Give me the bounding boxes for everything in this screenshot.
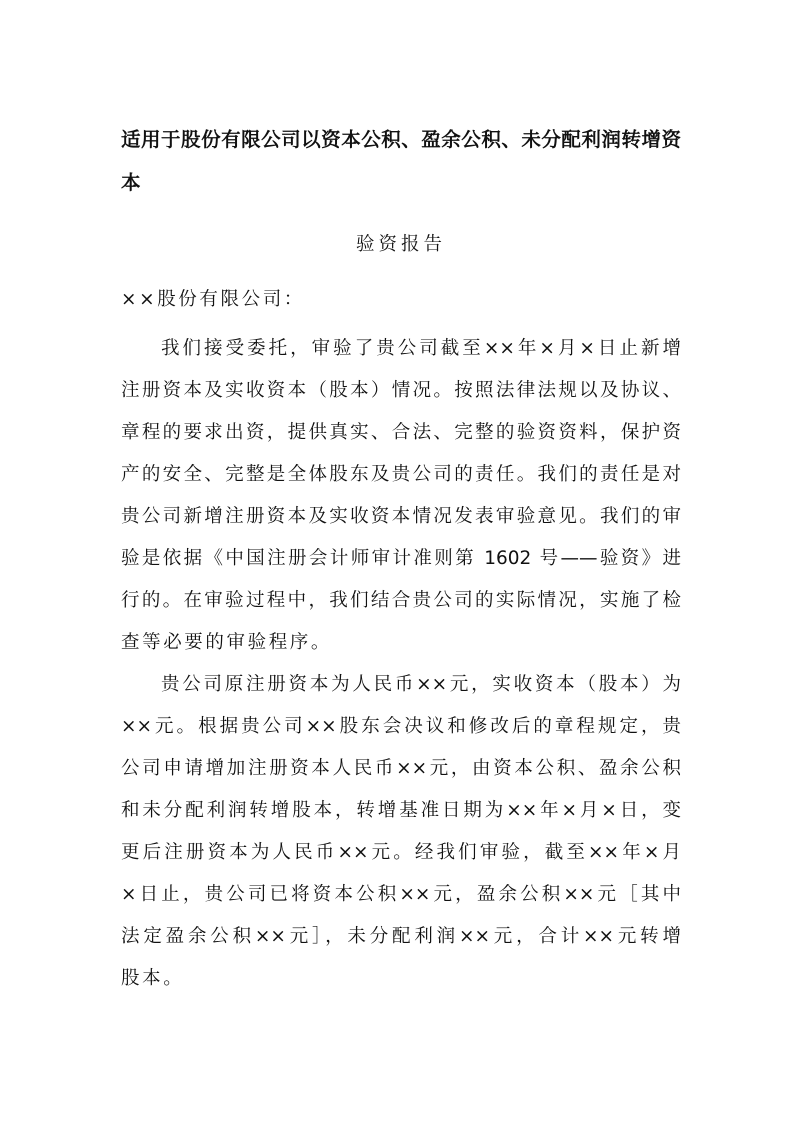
paragraph-line: 注册资本及实收资本（股本）情况。按照法律法规以及协议、 <box>121 380 681 401</box>
paragraph-line: 法定盈余公积××元］，未分配利润××元，合计××元转增 <box>121 926 681 947</box>
paragraph-line: 贵公司原注册资本为人民币××元，实收资本（股本）为 <box>161 674 681 695</box>
paragraph-line: ××元。根据贵公司××股东会决议和修改后的章程规定，贵 <box>121 716 681 737</box>
paragraph-line: 行的。在审验过程中，我们结合贵公司的实际情况，实施了检 <box>121 590 681 611</box>
paragraph-line: 贵公司新增注册资本及实收资本情况发表审验意见。我们的审 <box>121 506 681 527</box>
paragraph-line: ×日止，贵公司已将资本公积××元，盈余公积××元［其中 <box>121 884 681 905</box>
paragraph-line: 更后注册资本为人民币××元。经我们审验，截至××年×月 <box>121 842 681 863</box>
paragraph-line: 章程的要求出资，提供真实、合法、完整的验资资料，保护资 <box>121 422 681 443</box>
report-heading: 验资报告 <box>355 234 446 255</box>
paragraph-line: 股本。 <box>121 968 185 989</box>
paragraph-line: 公司申请增加注册资本人民币××元，由资本公积、盈余公积 <box>121 758 681 779</box>
paragraph-line: 查等必要的审验程序。 <box>121 632 333 653</box>
paragraph-line: 我们接受委托，审验了贵公司截至××年×月×日止新增 <box>161 338 681 359</box>
paragraph-line: 和未分配利润转增股本，转增基准日期为××年×月×日，变 <box>121 800 681 821</box>
document-title-line-1: 适用于股份有限公司以资本公积、盈余公积、未分配利润转增资 <box>121 128 681 151</box>
paragraph-line: 验是依据《中国注册会计师审计准则第 1602 号——验资》进 <box>121 548 681 569</box>
document-title-line-2: 本 <box>121 171 141 194</box>
paragraph-line: 产的安全、完整是全体股东及贵公司的责任。我们的责任是对 <box>121 464 681 485</box>
salutation: ××股份有限公司： <box>121 289 305 310</box>
